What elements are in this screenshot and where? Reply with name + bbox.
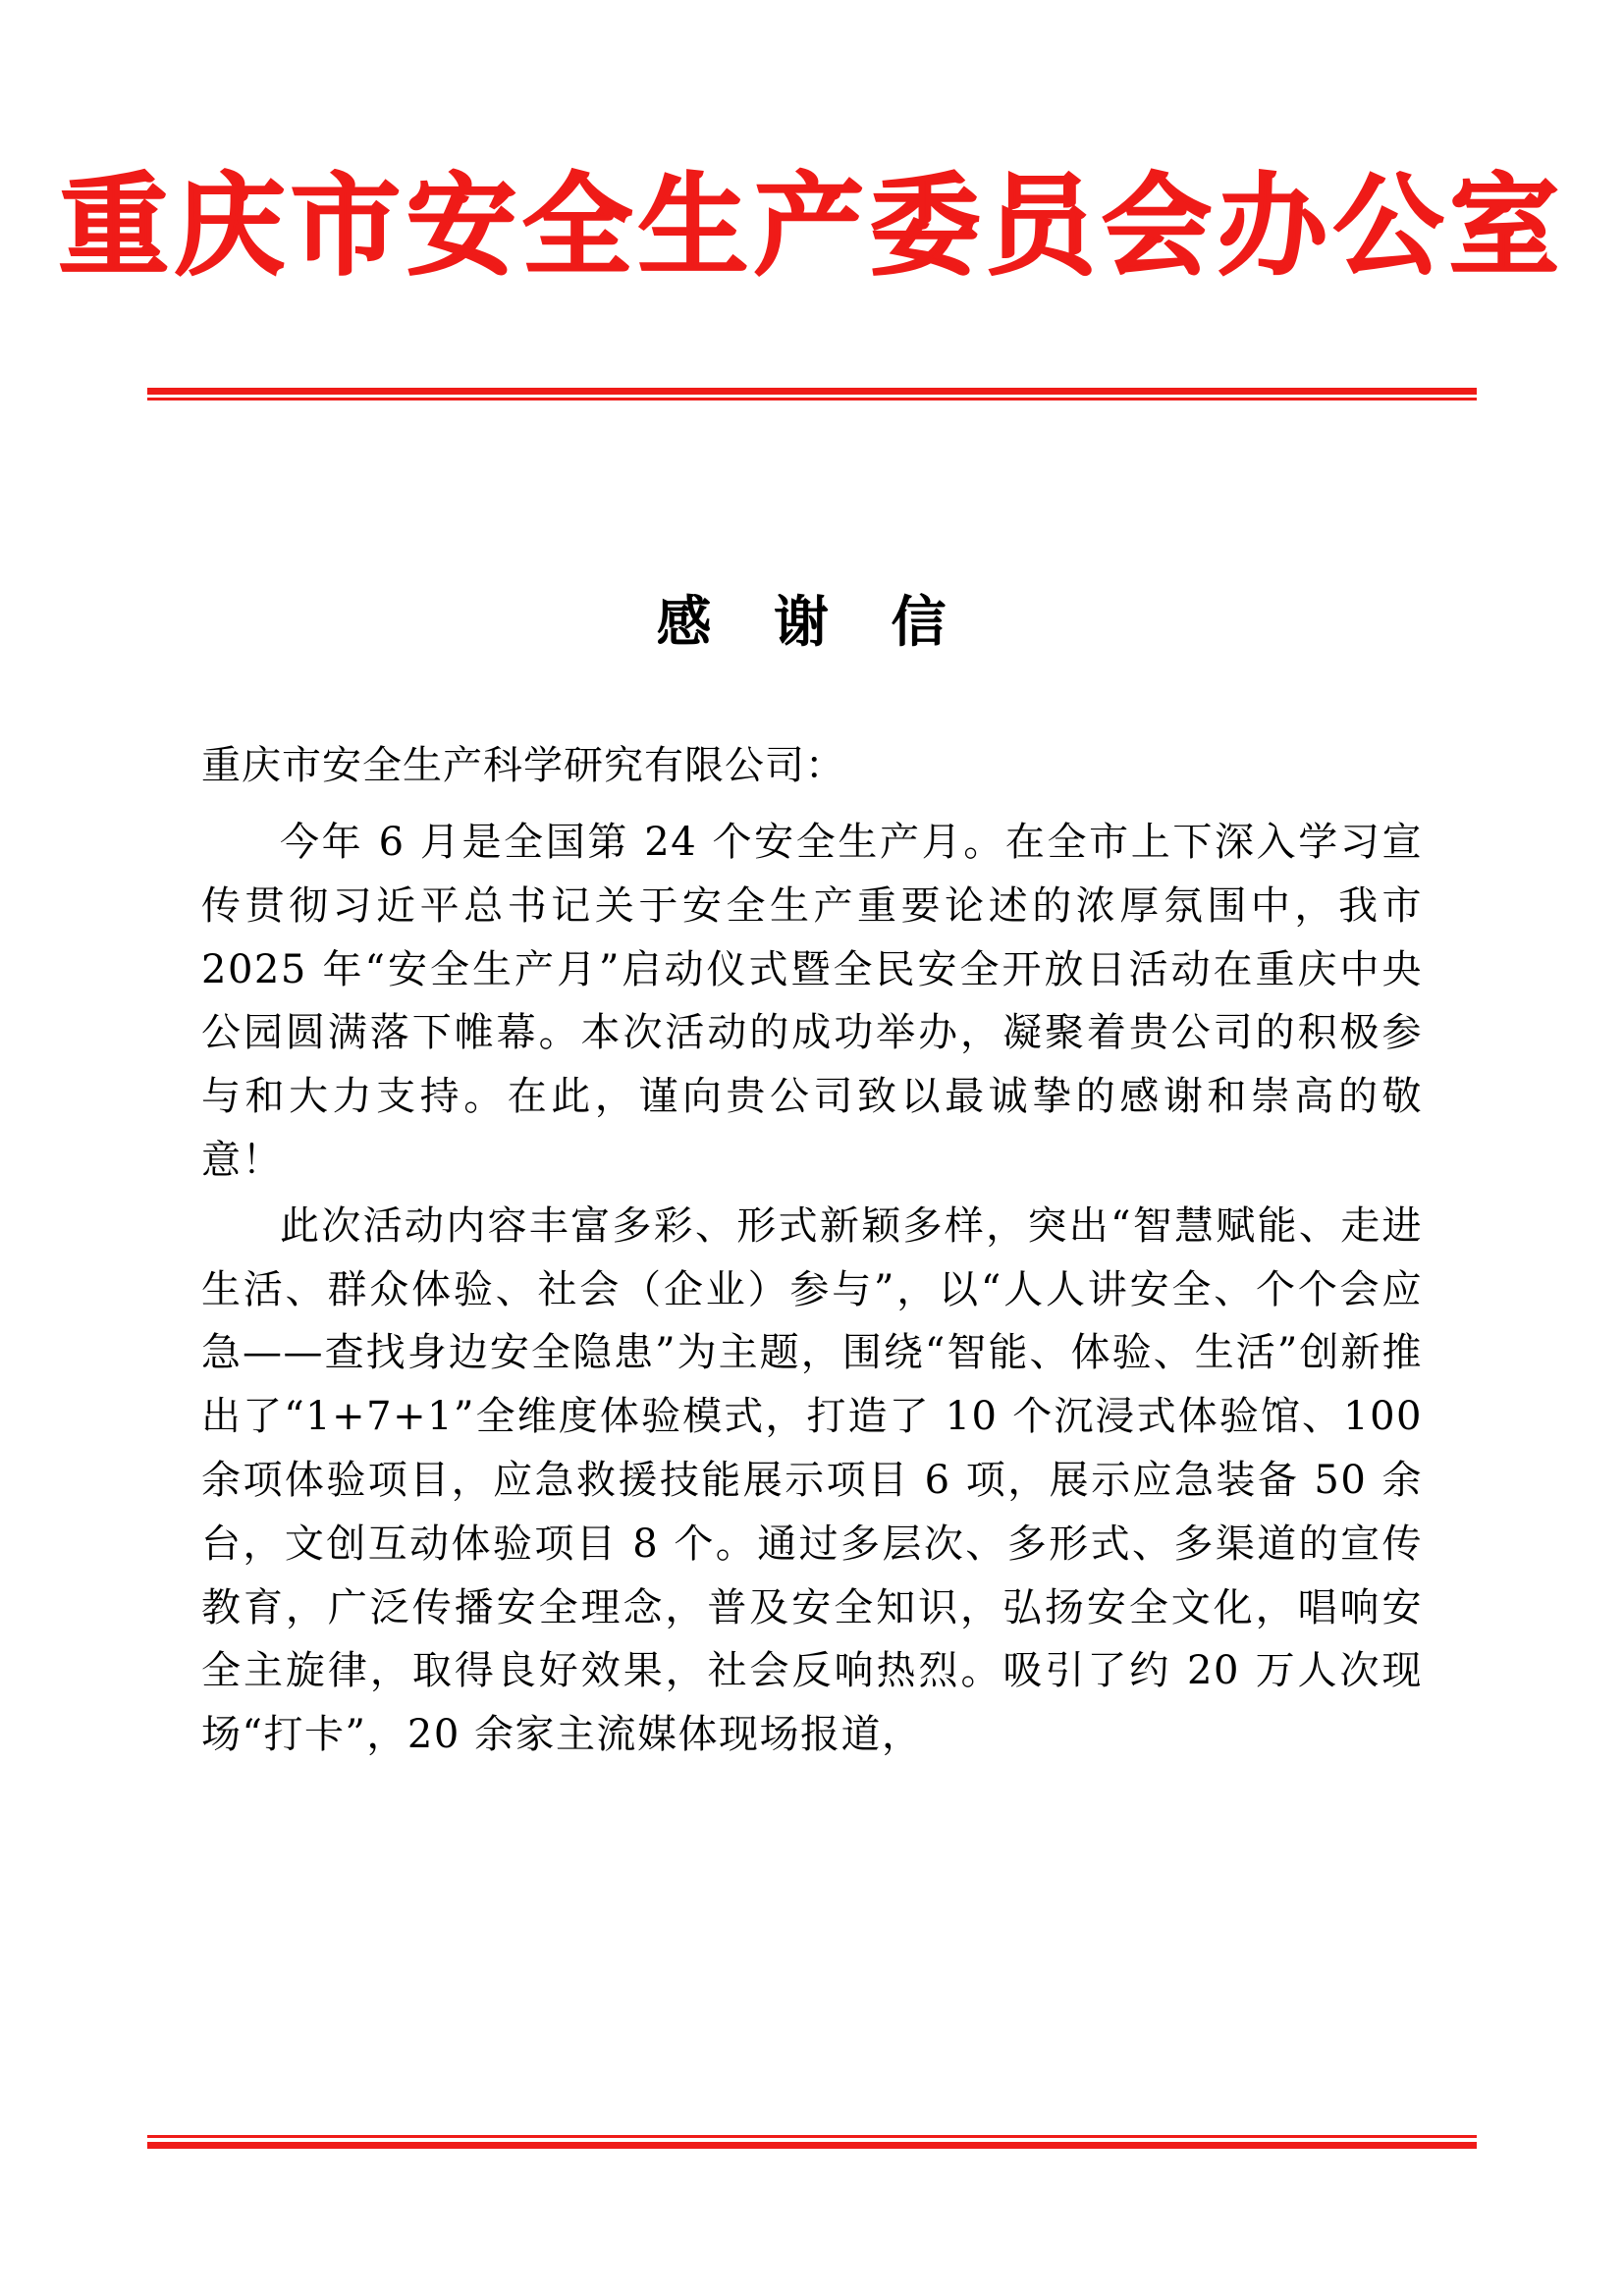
letterhead-divider-thick-line — [147, 388, 1477, 395]
letter-salutation: 重庆市安全生产科学研究有限公司： — [201, 743, 845, 788]
letterhead-divider-top — [147, 388, 1477, 401]
letterhead-organization-title: 重庆市安全生产委员会办公室 — [59, 163, 1565, 291]
letter-paragraph-1: 今年 6 月是全国第 24 个安全生产月。在全市上下深入学习宣传贯彻习近平总书记关于安全生产重要论述的浓厚氛围中，我市 2025 年“安全生产月”启动仪式暨全民安全开放日活动在重庆中央公园圆满落下帷幕。本次活动的成功举办，凝聚着贵公司的积极参与和大力支持。在此，谨向贵公司致以最诚挚的感谢和崇高的敬意！ — [201, 820, 1423, 1183]
letter-body — [201, 743, 1423, 1769]
letterhead — [0, 0, 1624, 291]
footer-divider-thick-line — [147, 2142, 1477, 2149]
letter-paragraph-2: 此次活动内容丰富多彩、形式新颖多样，突出“智慧赋能、走进生活、群众体验、社会（企业）参与”，以“人人讲安全、个个会应急——查找身边安全隐患”为主题，围绕“智能、体验、生活”创新推出了“1+7+1”全维度体验模式，打造了 10 个沉浸式体验馆、100 余项体验项目，应急救援技能展示项目 6 项，展示应急装备 50 余台，文创互动体验项目 8 个。通过多层次、多形式、多渠道的宣传教育，广泛传播安全理念，普及安全知识，弘扬安全文化，唱响安全主旋律，取得良好效果，社会反响热烈。吸引了约 20 万人次现场“打卡”，20 余家主流媒体现场报道， — [201, 1202, 1423, 1758]
letterhead-divider-thin-line — [147, 398, 1477, 400]
footer-divider — [147, 2135, 1477, 2149]
page-title: 感 谢 信 — [656, 590, 968, 655]
